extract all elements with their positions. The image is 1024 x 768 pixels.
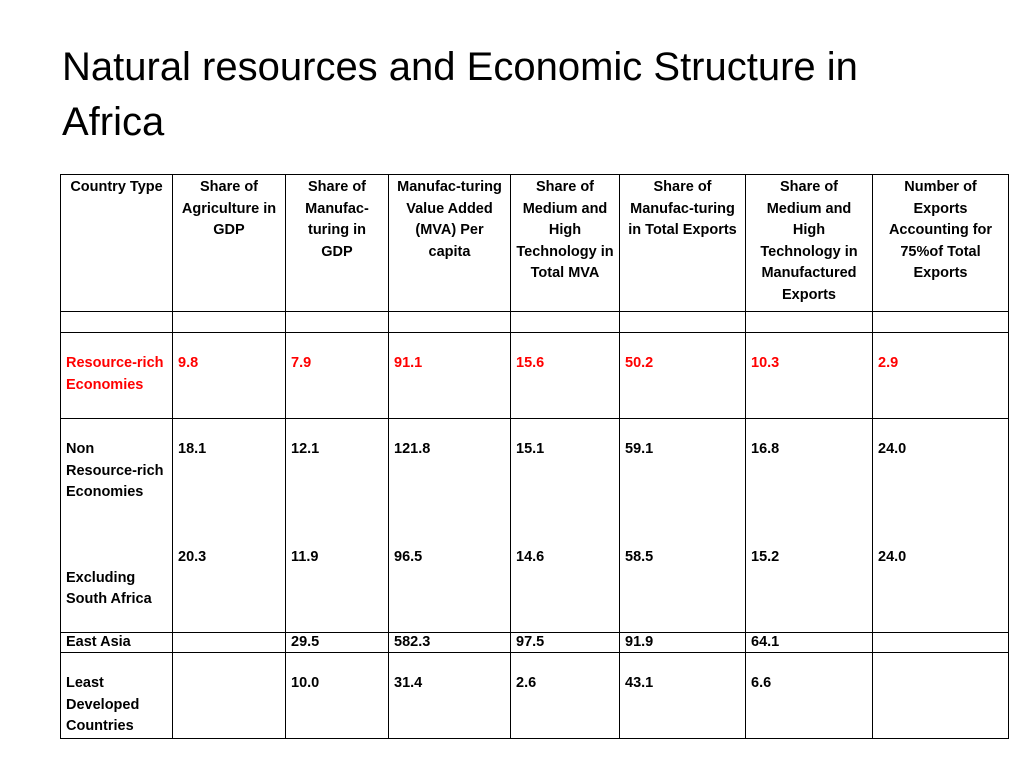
value: 16.8 — [751, 441, 780, 457]
empty-cell — [61, 312, 173, 333]
table-row-east-asia — [61, 633, 1009, 653]
table-row-non-resource-rich — [61, 419, 1009, 633]
column-header: Country Type — [61, 175, 173, 312]
table-cell: 10.0 — [286, 653, 389, 739]
table-cell: 6.6 — [746, 653, 873, 739]
empty-cell — [173, 312, 286, 333]
value: 59.1 — [625, 441, 654, 457]
value-excluding-sa: 20.3 — [178, 548, 207, 565]
table-cell — [389, 419, 511, 633]
value-excluding-sa: 96.5 — [394, 548, 423, 565]
table-cell: 9.8 — [173, 333, 286, 419]
row-label: Least Developed Countries — [61, 653, 173, 739]
row-sublabel-excluding-south-africa: Excluding South Africa — [66, 569, 152, 607]
column-header: Number of Exports Accounting for 75%of Total Exports — [873, 175, 1009, 312]
table-cell: 582.3 — [389, 633, 511, 653]
value: 24.0 — [878, 441, 907, 457]
empty-cell — [746, 312, 873, 333]
row-label-cell — [61, 419, 173, 633]
value-excluding-sa: 24.0 — [878, 548, 907, 565]
value: 18.1 — [178, 441, 207, 457]
value-excluding-sa: 58.5 — [625, 548, 654, 565]
table-cell — [873, 419, 1009, 633]
table-header-row — [61, 175, 1009, 312]
table-cell — [511, 419, 620, 633]
row-label: Non Resource-rich Economies — [66, 441, 164, 500]
table-cell — [620, 419, 746, 633]
value-excluding-sa: 14.6 — [516, 548, 545, 565]
table-row-resource-rich — [61, 333, 1009, 419]
column-header: Share of Medium and High Technology in Manufactured Exports — [746, 175, 873, 312]
table-cell — [873, 653, 1009, 739]
blank-row — [61, 312, 1009, 333]
table-cell: 91.9 — [620, 633, 746, 653]
table-cell: 43.1 — [620, 653, 746, 739]
value: 12.1 — [291, 441, 320, 457]
empty-cell — [511, 312, 620, 333]
table-cell: 64.1 — [746, 633, 873, 653]
empty-cell — [873, 312, 1009, 333]
empty-cell — [620, 312, 746, 333]
table-cell: 50.2 — [620, 333, 746, 419]
value: 121.8 — [394, 441, 431, 457]
table-cell — [173, 653, 286, 739]
table-cell: 29.5 — [286, 633, 389, 653]
table-cell: 15.6 — [511, 333, 620, 419]
table-cell — [873, 633, 1009, 653]
table-cell: 2.6 — [511, 653, 620, 739]
table-cell: 31.4 — [389, 653, 511, 739]
table-cell: 7.9 — [286, 333, 389, 419]
row-label: Resource-rich Economies — [61, 333, 173, 419]
table-cell: 2.9 — [873, 333, 1009, 419]
table-cell: 97.5 — [511, 633, 620, 653]
empty-cell — [286, 312, 389, 333]
slide-title: Natural resources and Economic Structure in Africa — [62, 45, 858, 144]
table-cell — [173, 633, 286, 653]
column-header: Share of Manufac-turing in GDP — [286, 175, 389, 312]
column-header: Share of Medium and High Technology in Total MVA — [511, 175, 620, 312]
table-row-least-developed — [61, 653, 1009, 739]
row-label: East Asia — [61, 633, 173, 653]
column-header: Manufac-turing Value Added (MVA) Per capita — [389, 175, 511, 312]
table-cell: 91.1 — [389, 333, 511, 419]
value-excluding-sa: 15.2 — [751, 548, 780, 565]
economic-structure-table — [60, 174, 1009, 739]
table-cell — [173, 419, 286, 633]
value: 15.1 — [516, 441, 545, 457]
column-header: Share of Manufac-turing in Total Exports — [620, 175, 746, 312]
table-cell: 10.3 — [746, 333, 873, 419]
value-excluding-sa: 11.9 — [291, 548, 319, 565]
table-cell — [286, 419, 389, 633]
empty-cell — [389, 312, 511, 333]
column-header: Share of Agriculture in GDP — [173, 175, 286, 312]
table-cell — [746, 419, 873, 633]
